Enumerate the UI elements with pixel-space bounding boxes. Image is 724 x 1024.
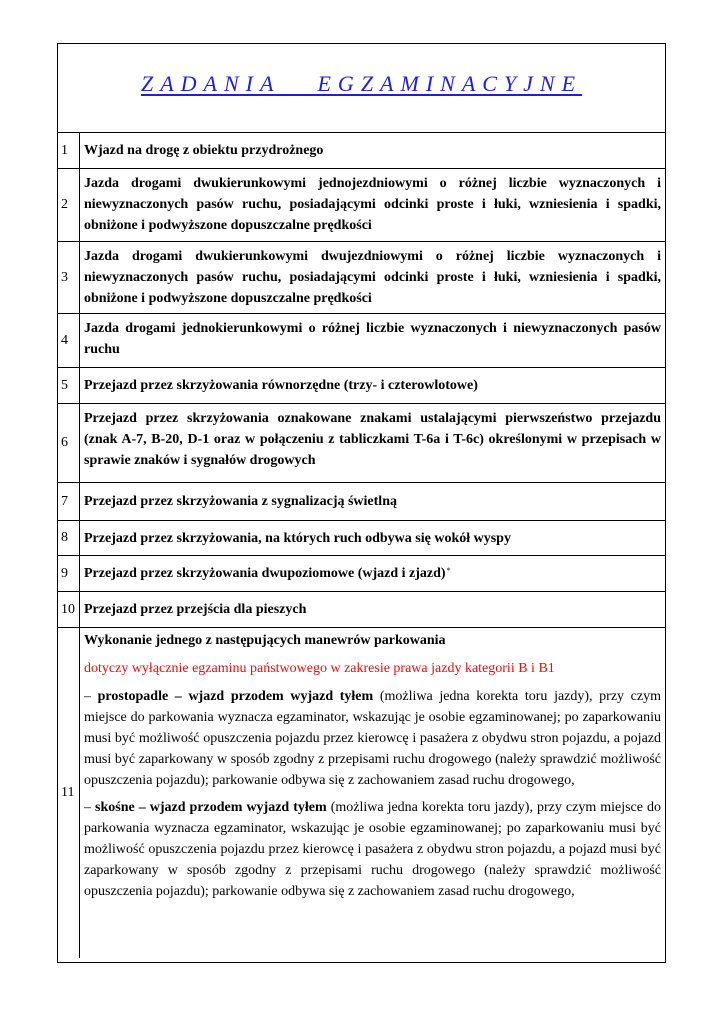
table-row xyxy=(58,242,665,314)
parking-item-title: prostopadle – wjazd przodem wyjazd tyłem xyxy=(97,689,374,704)
table-row xyxy=(58,521,665,556)
row-text xyxy=(80,556,665,591)
row-text: Przejazd przez przejścia dla pieszych xyxy=(84,602,307,617)
table-row xyxy=(58,368,665,404)
row-text xyxy=(80,628,665,958)
title-cell xyxy=(58,44,665,133)
table-row xyxy=(58,592,665,628)
row-number: 11 xyxy=(58,628,80,958)
table-row xyxy=(58,314,665,368)
table-row xyxy=(58,133,665,169)
row-number: 4 xyxy=(58,314,80,367)
dash: – xyxy=(84,800,96,815)
row-number: 8 xyxy=(58,521,80,555)
row-text-main: Przejazd przez skrzyżowania dwupoziomowe (wjazd i zjazd) xyxy=(84,566,446,581)
parking-note: dotyczy wyłącznie egzaminu państwowego w zakresie prawa jazdy kategorii B i B1 xyxy=(84,661,555,676)
row-text: Przejazd przez skrzyżowania, na których ruch odbywa się wokół wyspy xyxy=(84,530,511,546)
row-number: 7 xyxy=(58,483,80,520)
table-row xyxy=(58,556,665,592)
table-row xyxy=(58,169,665,242)
row-text: Jazda drogami jednokierunkowymi o różnej liczbie wyznaczonych i niewyznaczonych pasów ruchu xyxy=(84,321,661,357)
row-number: 5 xyxy=(58,368,80,403)
row-number: 1 xyxy=(58,133,80,168)
row-number: 3 xyxy=(58,242,80,313)
exam-tasks-table xyxy=(57,43,666,963)
row-number: 9 xyxy=(58,556,80,591)
row-text: Jazda drogami dwukierunkowymi jednojezdniowymi o różnej liczbie wyznaczonych i niewyznaczonych pasów ruchu, posiadającymi odcinki proste i łuki, wzniesienia i spadki, obniżone i podwyższone dopuszczalne prędkości xyxy=(84,176,661,233)
table-row xyxy=(58,483,665,521)
parking-item-diagonal xyxy=(84,797,661,902)
table-row-parking xyxy=(58,628,665,958)
row-number: 2 xyxy=(58,169,80,241)
row-number: 10 xyxy=(58,592,80,627)
parking-item-desc: (możliwa jedna korekta toru jazdy), przy czym miejsce do parkowania wyznacza egzaminator, wskazując je osobie egzaminowanej; po zaparkowaniu musi być możliwość opuszczenia pojazdu przez kierowcę i pasażera z obydwu stron pojazdu, a pojazd musi być zaparkowany w sposób zgodny z przepisami ruchu drogowego (należy sprawdzić możliwość opuszczenia pojazdu); parkowanie odbywa się z zachowaniem zasad ruchu drogowego, xyxy=(84,689,662,788)
table-row xyxy=(58,404,665,483)
dash: – xyxy=(84,689,98,704)
row-text: Wjazd na drogę z obiektu przydrożnego xyxy=(84,143,324,158)
row-text: Jazda drogami dwukierunkowymi dwujezdniowymi o różnej liczbie wyznaczonych i niewyznaczonych pasów ruchu, posiadającymi odcinki proste i łuki, wzniesienia i spadki, obniżone i podwyższone dopuszczalne prędkości xyxy=(84,249,661,306)
row-text: Przejazd przez skrzyżowania oznakowane znakami ustalającymi pierwszeństwo przejazdu (znak A-7, B-20, D-1 oraz w połączeniu z tabliczkami T-6a i T-6c) określonymi w przepisach w sprawie znaków i sygnałów drogowych xyxy=(84,411,661,468)
parking-heading: Wykonanie jednego z następujących manewrów parkowania xyxy=(84,633,446,648)
parking-item-title: skośne – wjazd przodem wyjazd tyłem xyxy=(95,800,327,815)
row-text: Przejazd przez skrzyżowania z sygnalizacją świetlną xyxy=(84,494,397,509)
parking-item-desc: (możliwa jedna korekta toru jazdy), przy czym miejsce do parkowania wyznacza egzaminator, wskazując je osobie egzaminowanej; po zaparkowaniu musi być możliwość opuszczenia pojazdu przez kierowcę i pasażera z obydwu stron pojazdu, a pojazd musi być zaparkowany w sposób zgodny z przepisami ruchu drogowego (należy sprawdzić możliwość opuszczenia pojazdu); parkowanie odbywa się z zachowaniem zasad ruchu drogowego, xyxy=(84,800,662,899)
row-text: Przejazd przez skrzyżowania równorzędne (trzy- i czterowlotowe) xyxy=(84,378,478,393)
page-title: ZADANIA EGZAMINACYJNE xyxy=(140,71,583,96)
parking-item-perpendicular xyxy=(84,686,661,791)
row-number: 6 xyxy=(58,404,80,482)
footnote-marker: * xyxy=(446,566,451,575)
